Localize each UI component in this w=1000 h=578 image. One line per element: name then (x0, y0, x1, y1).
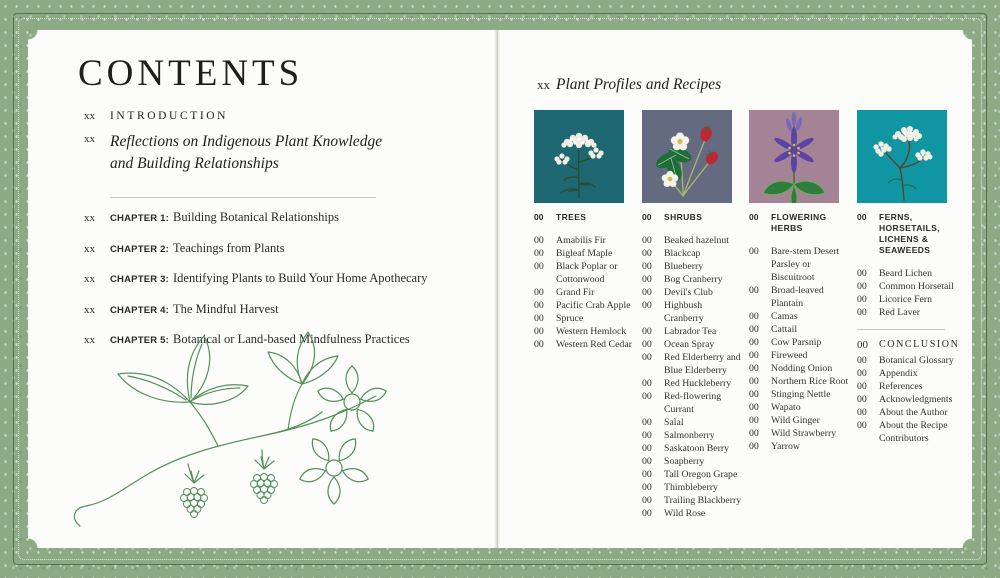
berry-branch-illustration (66, 328, 396, 533)
plant-name: Black Poplar or Cottonwood (556, 261, 618, 285)
book-spread (28, 30, 972, 548)
chapter-row (84, 239, 428, 257)
plant-name: Pacific Crab Apple (556, 300, 631, 311)
plant-name: Blackcap (664, 248, 701, 259)
page-number-placeholder: 00 (749, 285, 759, 296)
list-item (642, 455, 742, 468)
page-number-placeholder: 00 (857, 212, 867, 222)
plant-name: Spruce (556, 313, 584, 324)
page-number-placeholder: 00 (749, 324, 759, 335)
plant-name: Wild Strawberry (771, 428, 837, 439)
plant-name: Red Huckleberry (664, 378, 732, 389)
page-number-placeholder: 00 (857, 281, 867, 292)
page-number-placeholder: 00 (534, 300, 544, 311)
page-number-placeholder: 00 (749, 415, 759, 426)
page-gutter (494, 30, 500, 548)
list-item (857, 267, 957, 280)
back-matter-list (857, 354, 957, 445)
page-number-placeholder: xx (84, 273, 95, 285)
list-item (642, 338, 742, 351)
plant-name: Licorice Fern (879, 294, 933, 305)
elderberry-illustration (857, 110, 947, 203)
page-number-placeholder: 00 (642, 261, 652, 272)
plant-name: Broad-leaved Plantain (771, 285, 824, 309)
back-matter-name: Botanical Glossary (879, 355, 954, 366)
camas-illustration (749, 110, 839, 203)
plant-name: Western Hemlock (556, 326, 627, 337)
page-number-placeholder: 00 (857, 381, 867, 392)
list-item (642, 286, 742, 299)
page-number-placeholder: xx (537, 77, 550, 92)
list-item (749, 336, 849, 349)
list-item (534, 338, 634, 351)
list-item (642, 468, 742, 481)
list-item (749, 375, 849, 388)
page-number-placeholder: 00 (749, 428, 759, 439)
toc-introduction-entry (84, 110, 228, 122)
plant-name: Saskatoon Berry (664, 443, 730, 454)
section-header-shrubs: 00 SHRUBS (642, 212, 703, 222)
list-item (857, 354, 957, 367)
page-number-placeholder: 00 (857, 420, 867, 431)
chapter-title: Teachings from Plants (173, 240, 285, 255)
list-item (857, 393, 957, 406)
list-item (642, 507, 742, 520)
column-trees (534, 110, 634, 351)
shrubs-list (642, 234, 742, 520)
page-number-placeholder: 00 (642, 391, 652, 402)
list-item (642, 377, 742, 390)
chapter-label: CHAPTER 3: (110, 274, 170, 285)
page-number-placeholder: 00 (642, 508, 652, 519)
page-number-placeholder: 00 (749, 441, 759, 452)
chapter-row (84, 300, 428, 318)
list-item (857, 419, 957, 445)
list-item (749, 440, 849, 453)
chapter-title: Building Botanical Relationships (173, 210, 339, 224)
list-item (749, 284, 849, 310)
introduction-label: INTRODUCTION (110, 110, 229, 122)
contents-title: CONTENTS (78, 53, 304, 94)
page-number-placeholder: 00 (642, 456, 652, 467)
page-number-placeholder: 00 (534, 212, 544, 222)
plant-name: Thimbleberry (664, 482, 718, 493)
list-item (642, 442, 742, 455)
plant-name: Cow Parsnip (771, 337, 822, 348)
back-matter-name: About the Recipe Contributors (879, 420, 948, 444)
plant-name: Wild Ginger (771, 415, 820, 426)
plant-name: Grand Fir (556, 287, 595, 298)
page-number-placeholder: 00 (642, 212, 652, 222)
plant-name: Soapberry (664, 456, 705, 467)
page-number-placeholder: 00 (642, 287, 652, 298)
column-ferns (857, 110, 960, 445)
list-item (534, 260, 634, 286)
plant-name: Common Horsetail (879, 281, 954, 292)
plant-name: Beaked hazelnut (664, 235, 730, 246)
plant-name: Labrador Tea (664, 326, 717, 337)
plant-profiles-header (537, 76, 721, 94)
chapter-label: CHAPTER 5: (110, 335, 170, 346)
plant-name: Stinging Nettle (771, 389, 831, 400)
page-number-placeholder: xx (84, 133, 95, 145)
page-number-placeholder: 00 (749, 212, 759, 222)
conclusion-label: CONCLUSION (879, 339, 960, 350)
page-number-placeholder: 00 (642, 326, 652, 337)
list-item (534, 299, 634, 312)
list-item (534, 325, 634, 338)
plant-name: Camas (771, 311, 798, 322)
wild-strawberry-illustration (642, 110, 732, 203)
page-number-placeholder: 00 (857, 407, 867, 418)
back-matter-name: About the Author (879, 407, 948, 418)
list-item (857, 367, 957, 380)
list-item (749, 310, 849, 323)
page-number-placeholder: xx (84, 303, 95, 316)
list-item (642, 247, 742, 260)
list-item (642, 273, 742, 286)
back-matter-name: Acknowledgments (879, 394, 953, 405)
page-number-placeholder: 00 (749, 363, 759, 374)
list-item (749, 427, 849, 440)
plant-name: Western Red Cedar (556, 339, 632, 350)
page-number-placeholder: 00 (642, 469, 652, 480)
list-item (857, 406, 957, 419)
plant-name: Devil's Club (664, 287, 713, 298)
page-number-placeholder: 00 (642, 443, 652, 454)
list-item (534, 247, 634, 260)
page-number-placeholder: xx (84, 212, 95, 224)
page-number-placeholder: 00 (534, 287, 544, 298)
plant-name: Wild Rose (664, 508, 706, 519)
chapter-title: Botanical or Land-based Mindfulness Practices (173, 332, 410, 346)
page-number-placeholder: 00 (534, 326, 544, 337)
chapter-label: CHAPTER 2: (110, 243, 170, 255)
page-number-placeholder: 00 (642, 430, 652, 441)
page-number-placeholder: 00 (534, 339, 544, 350)
plant-name: Wapato (771, 402, 801, 413)
back-matter-name: Appendix (879, 368, 918, 379)
page-number-placeholder: 00 (749, 337, 759, 348)
plant-name: Bigleaf Maple (556, 248, 613, 259)
plant-name: Northern Rice Root (771, 376, 849, 387)
page-number-placeholder: 00 (857, 294, 867, 305)
plant-name: Highbush Cranberry (664, 300, 704, 324)
page-number-placeholder: 00 (642, 248, 652, 259)
page-number-placeholder: 00 (642, 378, 652, 389)
chapter-label: CHAPTER 1: (110, 213, 170, 224)
list-item (534, 312, 634, 325)
list-item (857, 380, 957, 393)
chapter-label: CHAPTER 4: (110, 304, 170, 316)
list-item (642, 351, 742, 377)
page-number-placeholder: 00 (749, 350, 759, 361)
ferns-list (857, 267, 957, 319)
plant-name: Bare-stem Desert Parsley or Biscuitroot (771, 246, 840, 283)
list-item (749, 323, 849, 336)
list-item (642, 299, 742, 325)
page-number-placeholder: 00 (857, 355, 867, 366)
page-number-placeholder: 00 (749, 389, 759, 400)
chapter-title: The Mindful Harvest (173, 301, 279, 316)
page-number-placeholder: 00 (749, 402, 759, 413)
list-item (749, 362, 849, 375)
list-item (749, 349, 849, 362)
plant-name: Bog Cranberry (664, 274, 723, 285)
column-shrubs (642, 110, 742, 520)
plant-name: Trailing Blackberry (664, 495, 742, 506)
plant-name: Blueberry (664, 261, 704, 272)
page-number-placeholder: 00 (642, 274, 652, 285)
plant-name: Tall Oregon Grape (664, 469, 738, 480)
page-number-placeholder: xx (84, 110, 95, 122)
section-header-ferns: 00 FERNS, HORSETAILS, LICHENS & SEAWEEDS (857, 212, 940, 255)
page-number-placeholder: 00 (534, 261, 544, 272)
plant-name: Cattail (771, 324, 798, 335)
list-item (857, 280, 957, 293)
plant-name: Red Laver (879, 307, 921, 318)
toc-divider (110, 197, 376, 198)
list-item (534, 234, 634, 247)
plant-name: Nodding Onion (771, 363, 833, 374)
page-number-placeholder: 00 (857, 368, 867, 379)
page-number-placeholder: xx (84, 334, 95, 346)
plant-profiles-title: Plant Profiles and Recipes (556, 76, 722, 93)
page-number-placeholder: 00 (857, 307, 867, 318)
list-item (749, 388, 849, 401)
page-number-placeholder: 00 (534, 235, 544, 246)
list-item (749, 414, 849, 427)
trees-list (534, 234, 634, 351)
plant-name: Fireweed (771, 350, 808, 361)
list-item (642, 494, 742, 507)
page-number-placeholder: 00 (749, 311, 759, 322)
plant-name: Red-flowering Currant (664, 391, 722, 415)
list-item (857, 293, 957, 306)
conclusion-entry (857, 339, 960, 351)
page-number-placeholder: 00 (642, 352, 652, 363)
list-item (857, 306, 957, 319)
page-number-placeholder: 00 (857, 394, 867, 405)
list-item (642, 429, 742, 442)
plant-name: Beard Lichen (879, 268, 933, 279)
chapter-row (84, 269, 428, 287)
flowering-herbs-list (749, 245, 849, 453)
chapter-title: Identifying Plants to Build Your Home Apothecary (173, 271, 428, 285)
list-item (642, 390, 742, 416)
page-number-placeholder: 00 (749, 376, 759, 387)
page-number-placeholder: 00 (534, 313, 544, 324)
page-number-placeholder: 00 (534, 248, 544, 259)
list-item (642, 260, 742, 273)
section-header-flowering-herbs: 00 FLOWERING HERBS (749, 212, 827, 233)
page-number-placeholder: 00 (642, 300, 652, 311)
plant-name: Ocean Spray (664, 339, 715, 350)
list-item (642, 234, 742, 247)
yarrow-illustration (534, 110, 624, 203)
list-item (534, 286, 634, 299)
reflections-title: Reflections on Indigenous Plant Knowledge and Building Relationships (110, 133, 383, 172)
plant-name: Red Elderberry and Blue Elderberry (664, 352, 741, 376)
plant-name: Salmonberry (664, 430, 715, 441)
page-number-placeholder: xx (84, 242, 95, 255)
plant-name: Yarrow (771, 441, 800, 452)
page-number-placeholder: 00 (642, 417, 652, 428)
chapter-row (84, 208, 428, 226)
list-item (642, 416, 742, 429)
column-flowering-herbs (749, 110, 849, 453)
back-matter-name: References (879, 381, 923, 392)
page-number-placeholder: 00 (642, 482, 652, 493)
list-item (749, 401, 849, 414)
page-number-placeholder: 00 (642, 339, 652, 350)
list-item (749, 245, 849, 284)
toc-reflections-entry (84, 131, 402, 175)
page-number-placeholder: 00 (642, 235, 652, 246)
list-item (642, 481, 742, 494)
page-number-placeholder: 00 (642, 495, 652, 506)
back-matter-divider (857, 329, 945, 330)
plant-name: Salal (664, 417, 684, 428)
page-number-placeholder: 00 (857, 268, 867, 279)
section-header-trees: 00 TREES (534, 212, 587, 222)
plant-name: Amabilis Fir (556, 235, 606, 246)
page-number-placeholder: 00 (749, 246, 759, 257)
list-item (642, 325, 742, 338)
page-number-placeholder: 00 (857, 339, 868, 351)
